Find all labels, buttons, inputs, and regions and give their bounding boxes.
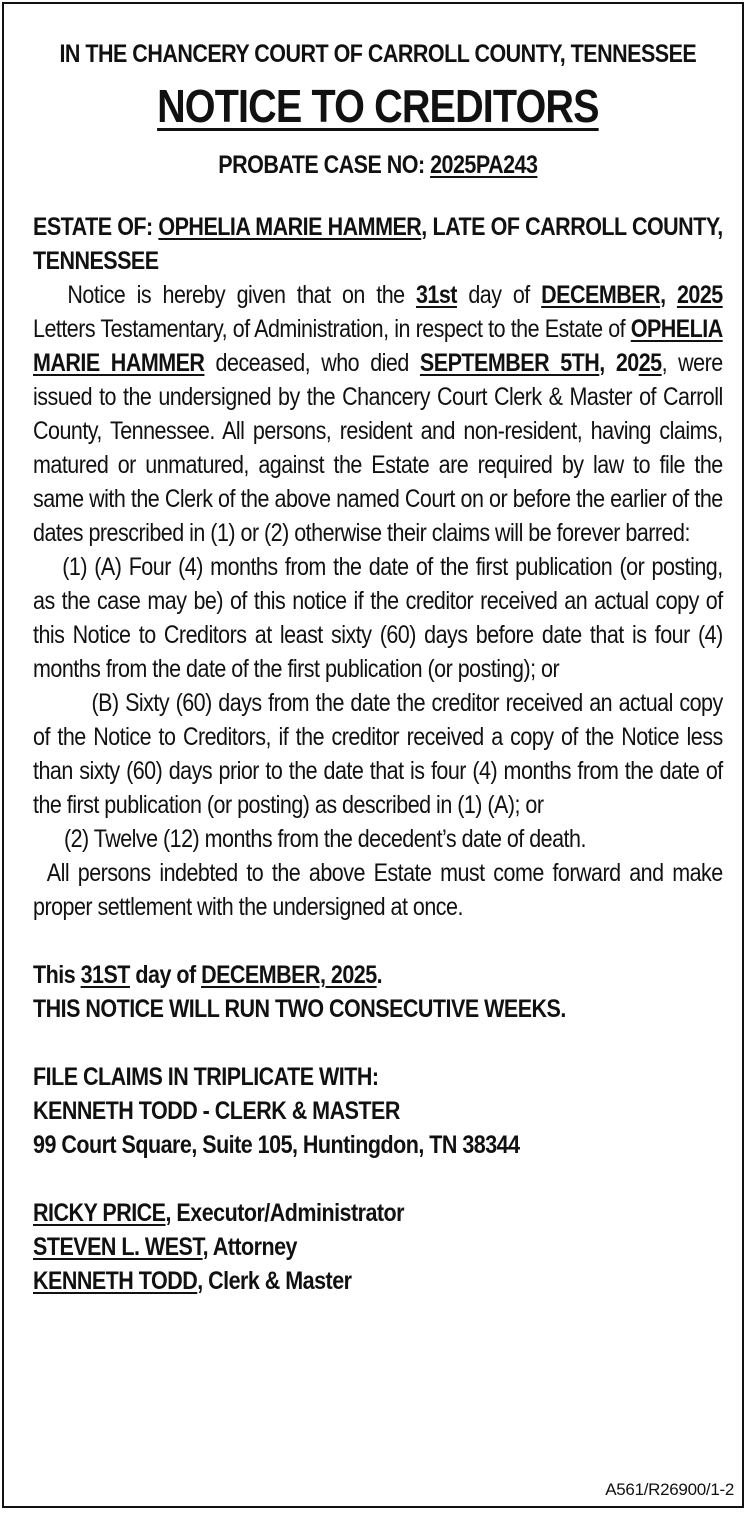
p1-day: 31st	[415, 281, 457, 309]
probate-case-line	[33, 148, 723, 182]
p1-decedent-name: OPHELIA MARIE HAMMER	[33, 315, 723, 377]
clerk-address: 99 Court Square, Suite 105, Huntingdon, TN 38344	[33, 1131, 520, 1159]
estate-line	[33, 210, 723, 278]
p1-month: DECEMBER	[541, 281, 661, 309]
case-label: PROBATE CASE NO:	[218, 151, 431, 179]
p1-year: 2025	[676, 281, 723, 309]
attorney-role: , Attorney	[202, 1233, 297, 1261]
dated-text-c: .	[376, 961, 383, 989]
file-claims-heading: FILE CLAIMS IN TRIPLICATE WITH:	[33, 1063, 379, 1091]
p1-text-g: , were issued to the undersigned by the Chancery Court Clerk & Master of Carroll County, Tennessee. All persons, resident and non-resident, having claims, matured or unmatured, against the Estate are required by law to file the same with the Clerk of the above named Court on or before the earlier of the dates prescribed in (1) or (2) otherwise their claims will be forever barred:	[33, 349, 723, 547]
notice-frame	[2, 2, 744, 1508]
executor-name: RICKY PRICE	[33, 1199, 166, 1227]
estate-label: ESTATE OF:	[33, 213, 159, 241]
notice-title-text: NOTICE TO CREDITORS	[157, 80, 599, 132]
estate-rest: , LATE OF CARROLL COUNTY, TENNESSEE	[33, 213, 723, 275]
notice-title	[33, 74, 723, 138]
ad-code: A561/R26900/1-2	[605, 1480, 734, 1499]
run-notice: THIS NOTICE WILL RUN TWO CONSECUTIVE WEEKS.	[33, 995, 566, 1023]
spacer	[33, 1162, 723, 1196]
signature-executor	[33, 1196, 723, 1230]
dated-day: 31ST	[80, 961, 130, 989]
notice-paragraph-2: (2) Twelve (12) months from the decedent’s date of death.	[63, 825, 586, 853]
notice-paragraph-1b: (B) Sixty (60) days from the date the creditor received an actual copy of the Notice to Creditors, if the creditor received a copy of the Notice less than sixty (60) days prior to the date that is four (4) months from the date of the first publication (or posting) as described in (1) (A); or	[33, 689, 723, 819]
spacer	[33, 924, 723, 958]
p1-text-a: Notice is hereby given that on the	[67, 281, 416, 309]
clerk-role: , Clerk & Master	[197, 1267, 352, 1295]
notice-content	[33, 36, 723, 1298]
notice-paragraph-1	[33, 278, 723, 550]
p1-death-date: SEPTEMBER 5TH	[419, 349, 600, 377]
notice-paragraph-indebted: All persons indebted to the above Estate must come forward and make proper settlement with the undersigned at once.	[33, 859, 723, 921]
p1-text-d: Letters Testamentary, of Administration, in respect to the Estate of	[33, 315, 631, 343]
p1-text-c: ,	[660, 281, 677, 309]
signature-attorney	[33, 1230, 723, 1264]
signature-clerk	[33, 1264, 723, 1298]
attorney-name: STEVEN L. WEST	[33, 1233, 203, 1261]
dated-line	[33, 958, 723, 992]
notice-paragraph-1a: (1) (A) Four (4) months from the date of the first publication (or posting, as the case may be) of this notice if the creditor received an actual copy of this Notice to Creditors at least sixty (60) days before date that is four (4) months from the date of the first publication (or posting); or	[33, 553, 723, 683]
clerk-line: KENNETH TODD - CLERK & MASTER	[33, 1097, 400, 1125]
p1-text-e: deceased, who died	[204, 349, 420, 377]
clerk-name: KENNETH TODD	[33, 1267, 198, 1295]
spacer	[33, 1026, 723, 1060]
court-heading: IN THE CHANCERY COURT OF CARROLL COUNTY, TENNESSEE	[59, 40, 697, 68]
dated-text-a: This	[33, 961, 81, 989]
dated-date: DECEMBER, 2025	[201, 961, 377, 989]
p1-text-b: day of	[456, 281, 542, 309]
estate-name: OPHELIA MARIE HAMMER	[158, 213, 422, 241]
p1-text-f: , 20	[599, 349, 639, 377]
dated-text-b: day of	[129, 961, 202, 989]
executor-role: , Executor/Administrator	[165, 1199, 405, 1227]
case-number: 2025PA243	[430, 151, 538, 179]
p1-death-year: 25	[638, 349, 662, 377]
